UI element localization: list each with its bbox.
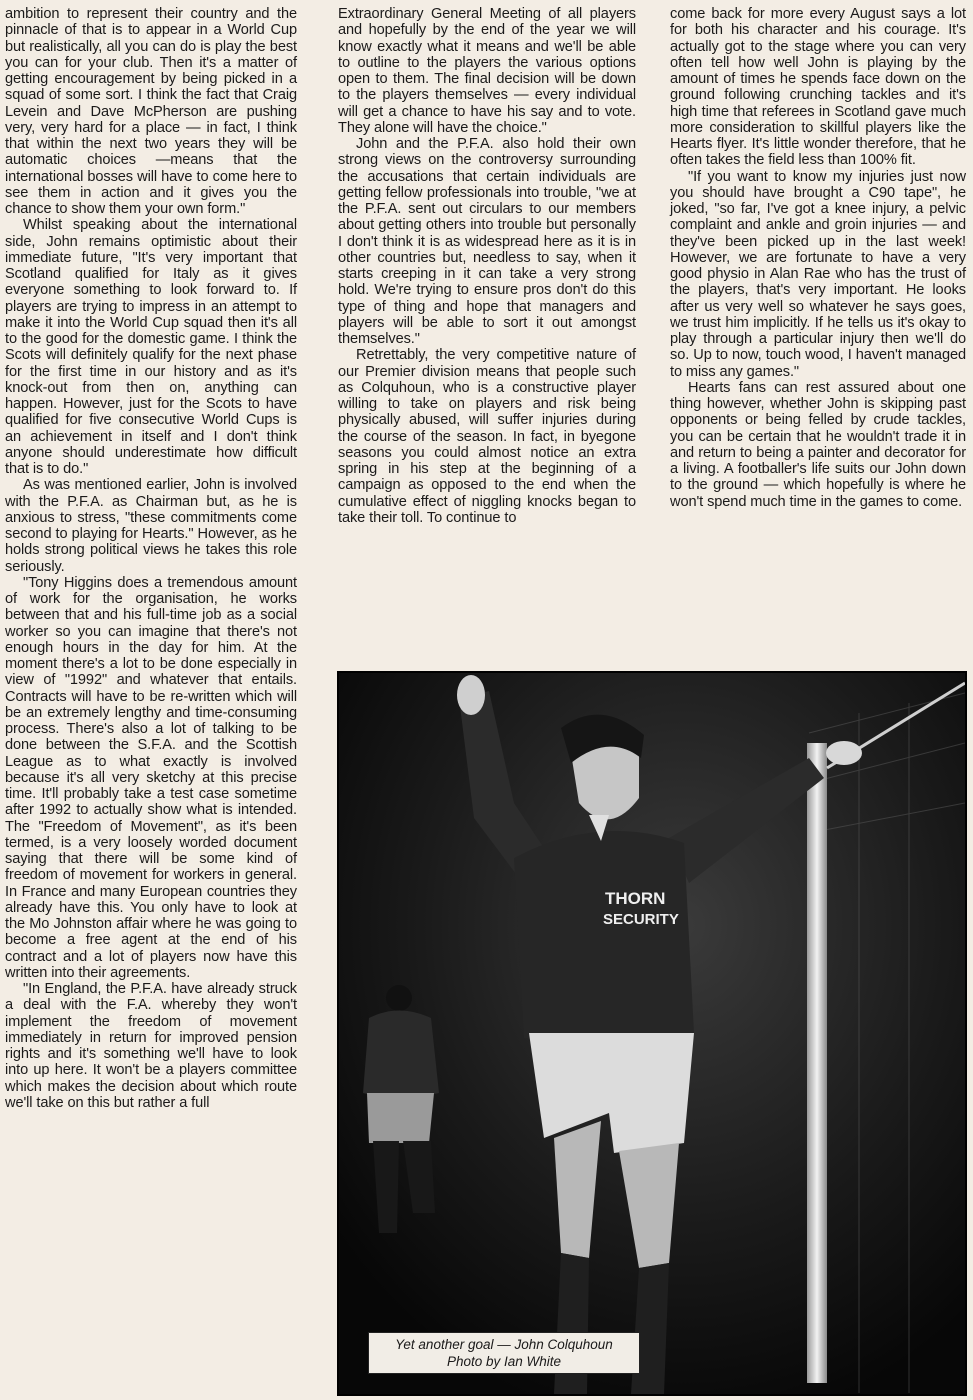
article-column-3 [670, 6, 966, 510]
article-column-1 [5, 6, 297, 1111]
paragraph: ambition to represent their country and the pinnacle of that is to appear in a World Cup but realistically, all you can do is play the best you can for your club. Then it's a matter of getting encouragement by being picked in a squad of some sort. I think the fact that Craig Levein and Dave McPherson are pushing very, very hard for a place — in fact, I think that within the next two years they will be automatic choices —means that the international bosses will have to come here to see them in action and it gives you the chance to show them your own form." [5, 6, 297, 217]
paragraph: "Tony Higgins does a tremendous amount of work for the organisation, he works between that and his full-time job as a social worker so you can imagine that there's not enough hours in the day for him. At the moment there's a lot to be done especially in view of "1992" and whatever that entails. Contracts will have to be re-written which will be an extremely lengthy and time-consuming process. There's also a lot of talking to be done between the S.F.A. and the Scottish League as to what exactly is involved because it's all very sketchy at this precise time. It'll probably take a test case sometime after 1992 to actually show what is intended. The "Freedom of Movement", as it's been termed, is a very loosely worded document saying that there will be some kind of freedom of movement for workers in general. In France and many European countries they already have this. You only have to look at the Mo Johnston affair where he was going to become a free agent at the end of his contract and a lot of players now have this written into their agreements. [5, 574, 297, 981]
paragraph: come back for more every August says a lot for both his character and his courage. It's actually got to the stage where you can very often tell how well John is playing by the amount of times he spends face down on the ground following crunching tackles and it's high time that referees in Scotland gave much more consideration to skillful players like the Hearts flyer. It's little wonder therefore, that he often takes the field less than 100% fit. [670, 6, 966, 169]
article-column-2 [338, 6, 636, 526]
photo-caption [368, 1332, 640, 1374]
sponsor-line-2: SECURITY [603, 911, 679, 928]
photo-illustration [339, 673, 965, 1394]
celebration-photo [337, 671, 967, 1396]
paragraph: Whilst speaking about the international side, John remains optimistic about their immediate future, "It's very important that Scotland qualified for Italy as it gives everyone something to look forward to. If players are trying to impress in an attempt to make it into the World Cup squad then it's all to the good for the domestic game. I think the Scots will definitely qualify for the next phase for the first time in our history and as it's knock-out from then on, anything can happen. However, just for the Scots to have qualified for five consecutive World Cups is an achievement in itself and I don't think anyone should underestimate how difficult that is to do." [5, 217, 297, 477]
paragraph: John and the P.F.A. also hold their own strong views on the controversy surrounding the accusations that certain individuals are getting fellow professionals into trouble, "we at the P.F.A. sent out circulars to our members about getting others into trouble but personally I don't think it is as widespread here as it is in other countries but, needless to say, when it starts creeping in it can take a very strong hold. We're trying to ensure pros don't do this type of thing and hope that managers and players will be able to sort it out amongst themselves." [338, 136, 636, 347]
caption-line-2: Photo by Ian White [446, 1354, 562, 1369]
paragraph: "If you want to know my injuries just now you should have brought a C90 tape", he joked, "so far, I've got a knee injury, a pelvic complaint and ankle and groin injuries — and they've been picked up in the last week! However, we are fortunate to have a very good physio in Alan Rae who has the trust of the players, that's very important. He looks after us very well so whatever he says goes, we trust him implicitly. If he tells us it's okay to play through a particular injury then we'll do so. Up to now, touch wood, I haven't managed to miss any games." [670, 168, 966, 380]
paragraph: Extraordinary General Meeting of all players and hopefully by the end of the year we will know exactly what it means and we'll be able to outline to the players the various options open to them. The final decision will be down to the players themselves — every individual will get a chance to have his say and to vote. They alone will have the choice." [338, 6, 636, 136]
paragraph: Retrettably, the very competitive nature of our Premier division means that people such as Colquhoun, who is a constructive player willing to take on players and risk being physically abused, will suffer injuries during the course of the season. In fact, in byegone seasons you could almost notice an extra spring in his step at the beginning of a campaign as opposed to the end when the cumulative effect of niggling knocks began to take their toll. To continue to [338, 347, 636, 526]
paragraph: Hearts fans can rest assured about one thing however, whether John is skipping past opponents or being felled by crude tackles, you can be certain that he wouldn't trade it in and return to being a painter and decorator for a living. A footballer's life suits our John down to the ground — which hopefully is where he won't spend much time in the games to come. [670, 379, 966, 510]
sponsor-line-1: THORN [605, 889, 666, 908]
goal-post [807, 743, 827, 1383]
paragraph: "In England, the P.F.A. have already struck a deal with the F.A. whereby they won't implement the freedom of movement immediately in return for improved pension rights and it's something we'll have to look into up here. It won't be a players committee which makes the decision about which route we'll take on this but rather a full [5, 981, 297, 1111]
paragraph: As was mentioned earlier, John is involved with the P.F.A. as Chairman but, as he is anxious to stress, "these commitments come second to playing for Hearts." However, as he holds strong political views he takes this role seriously. [5, 477, 297, 575]
caption-line-1: Yet another goal — John Colquhoun [395, 1337, 613, 1352]
